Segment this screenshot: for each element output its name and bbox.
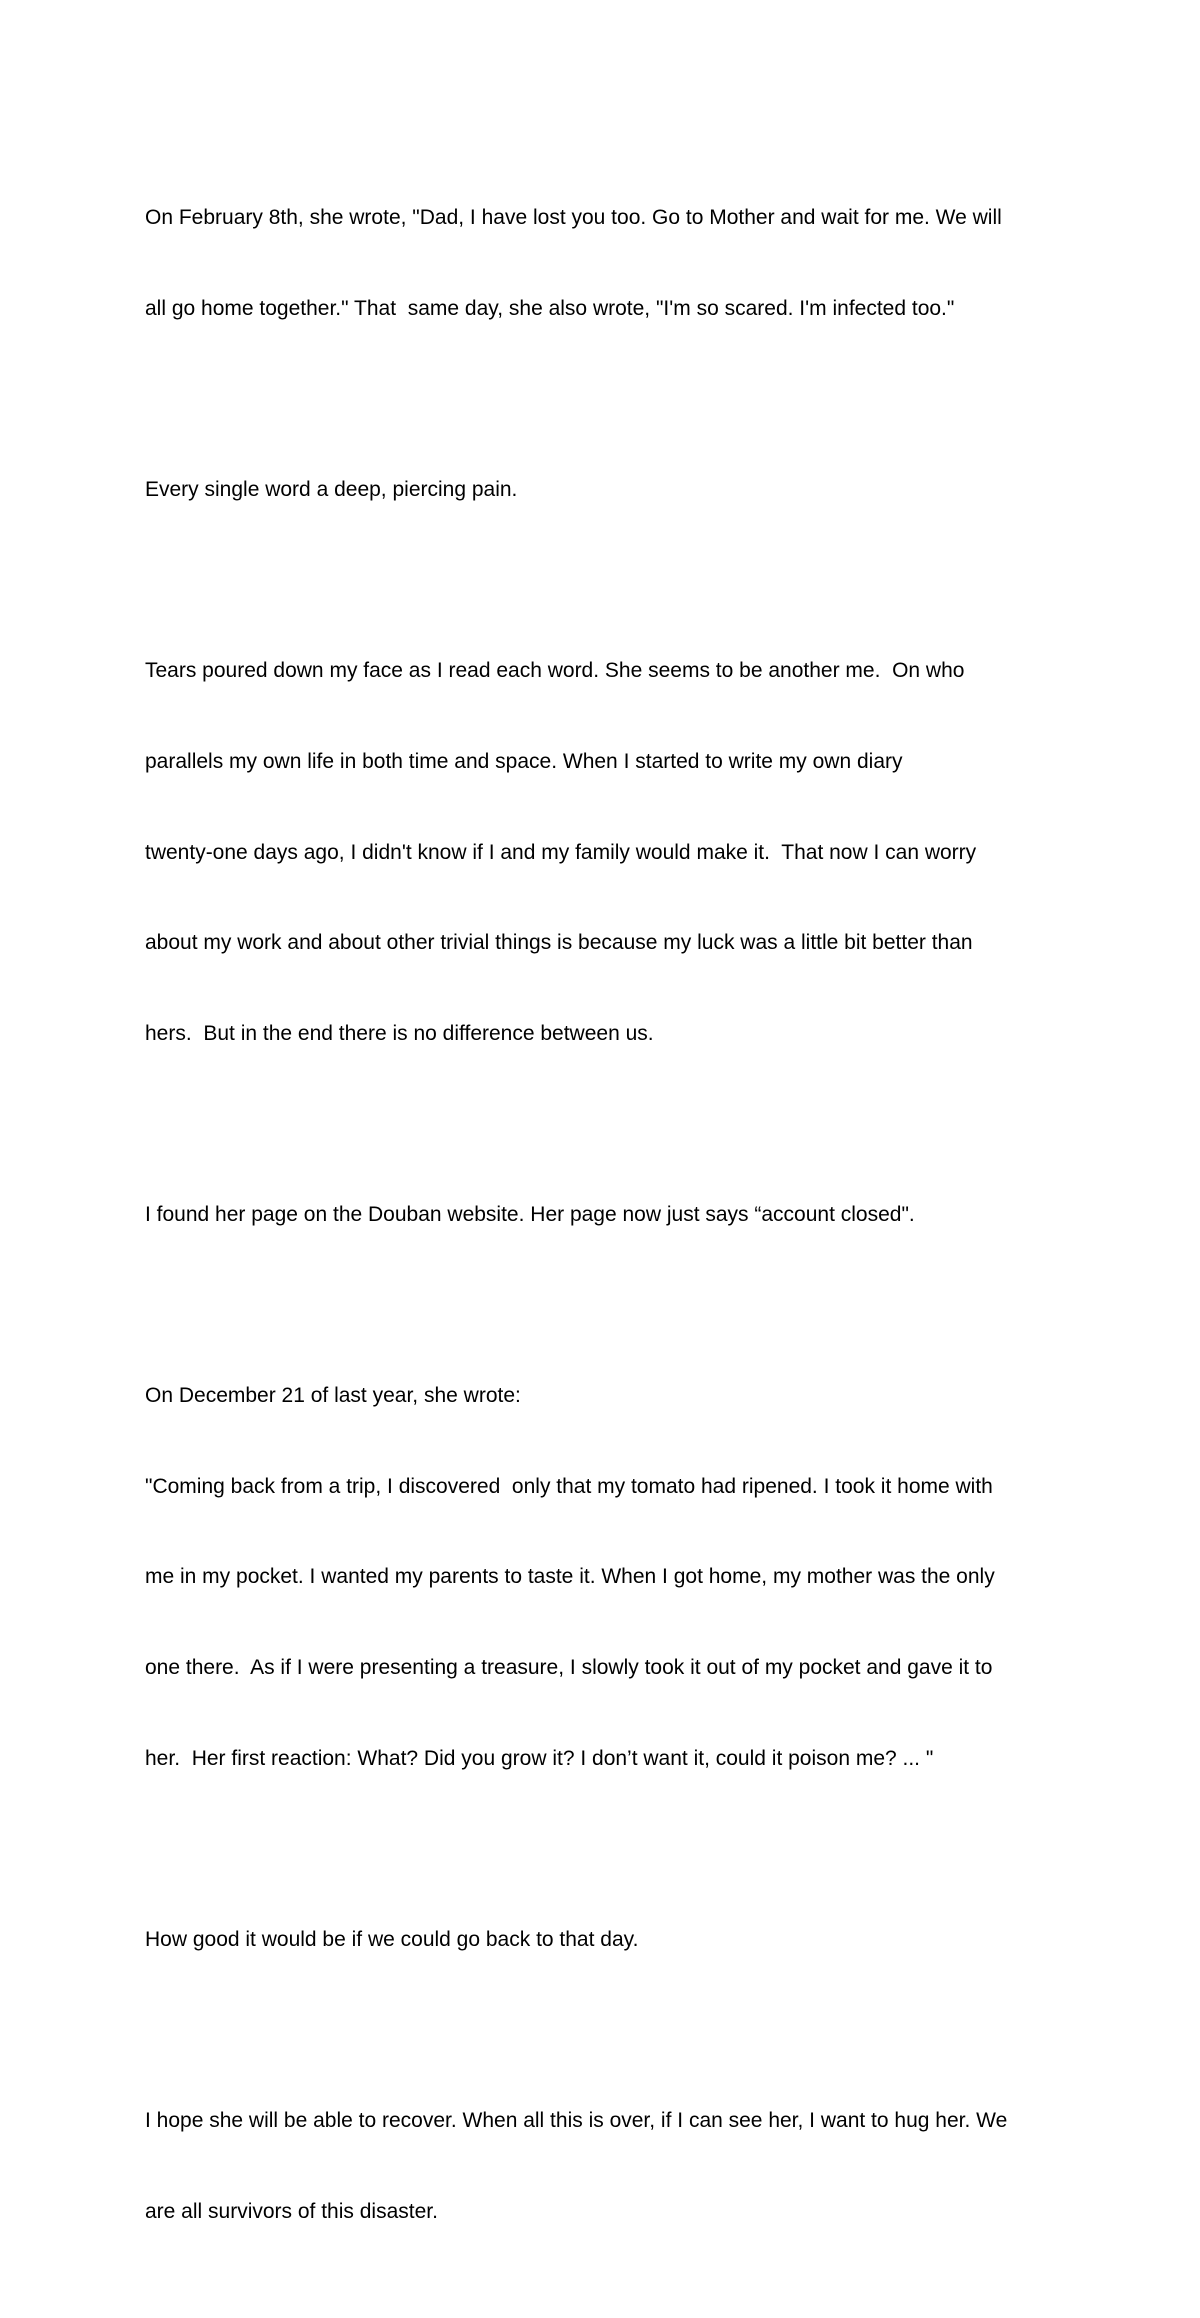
paragraph-2 — [145, 415, 1065, 566]
document-body — [145, 143, 1065, 2318]
text-line: Every single word a deep, piercing pain. — [145, 478, 518, 502]
text-line: "Coming back from a trip, I discovered only that my tomato had ripened. I took it home with — [145, 1474, 993, 1498]
text-line: How good it would be if we could go back to that day. — [145, 1927, 639, 1951]
text-line: her. Her first reaction: What? Did you grow it? I don’t want it, could it poison me? ... " — [145, 1746, 934, 1770]
text-line: one there. As if I were presenting a treasure, I slowly took it out of my pocket and gave it to — [145, 1656, 993, 1680]
paragraph-1 — [145, 143, 1065, 385]
paragraph-6 — [145, 1865, 1065, 2016]
paragraph-5 — [145, 1321, 1065, 1834]
text-line: On December 21 of last year, she wrote: — [145, 1384, 521, 1408]
text-line: Tears poured down my face as I read each word. She seems to be another me. On who — [145, 659, 965, 683]
text-line: hers. But in the end there is no difference between us. — [145, 1021, 654, 1045]
paragraph-7 — [145, 2046, 1065, 2288]
text-line: parallels my own life in both time and space. When I started to write my own diary — [145, 750, 903, 774]
text-line: twenty-one days ago, I didn't know if I and my family would make it. That now I can worry — [145, 840, 977, 864]
text-line: I hope she will be able to recover. When all this is over, if I can see her, I want to hug her. We — [145, 2109, 1008, 2133]
text-line: On February 8th, she wrote, "Dad, I have lost you too. Go to Mother and wait for me. We will — [145, 206, 1002, 230]
text-line: me in my pocket. I wanted my parents to taste it. When I got home, my mother was the only — [145, 1565, 995, 1589]
text-line: all go home together." That same day, she also wrote, "I'm so scared. I'm infected too." — [145, 297, 955, 321]
text-line: are all survivors of this disaster. — [145, 2199, 438, 2223]
paragraph-3 — [145, 596, 1065, 1109]
text-line: about my work and about other trivial things is because my luck was a little bit better than — [145, 931, 973, 955]
text-line: I found her page on the Douban website. Her page now just says “account closed". — [145, 1203, 915, 1227]
paragraph-4 — [145, 1140, 1065, 1291]
